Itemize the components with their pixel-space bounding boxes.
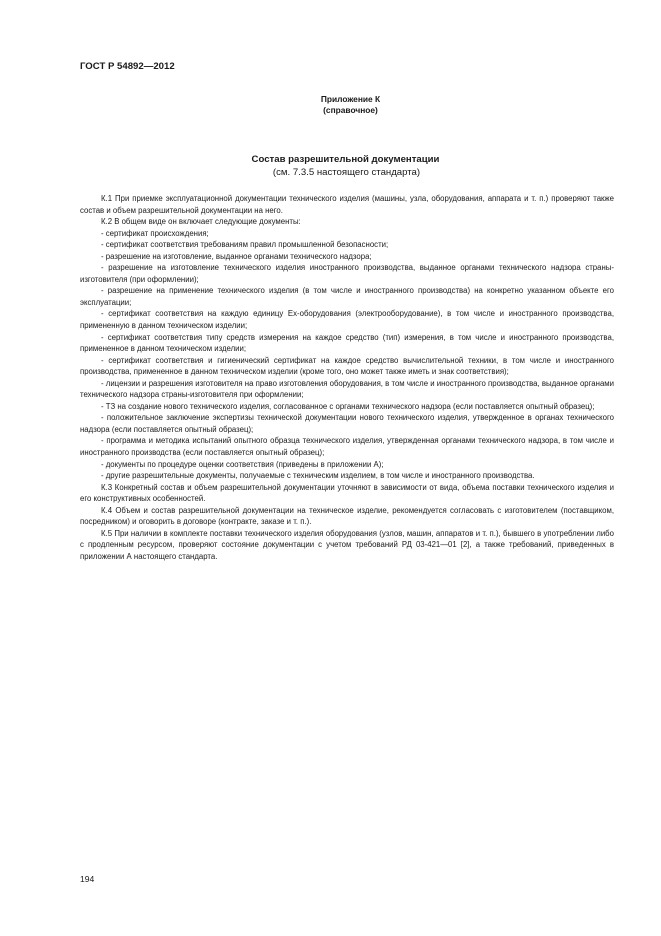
section-subtitle: (см. 7.3.5 настоящего стандарта) xyxy=(272,166,421,178)
list-item: - разрешение на применение технического изделия (в том числе и иностранного производства) на конкретно указанном объекте его эксплуатации; xyxy=(80,286,614,307)
document-body xyxy=(80,193,614,563)
list-item: - программа и методика испытаний опытного образца технического изделия, утвержденная органами технического надзора, в том числе и иностранного производства (если поставляется опытный образец); xyxy=(80,436,614,458)
paragraph: К.4 Объем и состав разрешительной документации на техническое изделие, рекомендуется согласовать с изготовителем (поставщиком, посредником) и оговорить в договоре (контракте, заказе и т. п.). xyxy=(80,505,614,527)
list-item: - положительное заключение экспертизы технической документации нового технического изделия, утвержденное в органах технического надзора (если поставляется опытный образец); xyxy=(80,413,614,434)
appendix-heading xyxy=(0,94,661,116)
paragraph: К.3 Конкретный состав и объем разрешительной документации уточняют в зависимости от вида, объема поставки технического изделия и его конструктивных особенностей. xyxy=(80,482,614,504)
list-item: - сертификат соответствия типу средств измерения на каждое средство (тип) измерения, в том числе и иностранного производства, примененное в данном техническом изделии; xyxy=(80,332,614,354)
list-item: - разрешение на изготовление технического изделия иностранного производства, выданное органами технического надзора страны-изготовителя (при оформлении); xyxy=(80,263,614,284)
paragraph: К.1 При приемке эксплуатационной документации технического изделия (машины, узла, оборудования, аппарата и т. п.) проверяют также состав и объем разрешительной документации на него. xyxy=(80,194,614,215)
section-heading xyxy=(0,154,661,179)
list-item: - ТЗ на создание нового технического изделия, согласованное с органами технического надзора (если поставляется опытный образец); xyxy=(101,401,595,411)
paragraph: К.2 В общем виде он включает следующие документы: xyxy=(101,217,301,227)
list-item: - сертификат соответствия на каждую единицу Ex-оборудования (электрооборудование), в том числе и иностранного производства, примененную в данном техническом изделии; xyxy=(80,309,614,331)
list-item: - сертификат происхождения; xyxy=(101,228,209,238)
list-item: - сертификат соответствия требованиям правил промышленной безопасности; xyxy=(101,240,389,250)
list-item: - сертификат соответствия и гигиенический сертификат на каждое средство вычислительной техники, в том числе и иностранного производства, примененное в данном техническом изделии (кроме того, оно может также иметь и знак соответствия); xyxy=(80,355,614,377)
list-item: - другие разрешительные документы, получаемые с техническим изделием, в том числе и иностранного производства. xyxy=(101,471,535,481)
paragraph: К.5 При наличии в комплекте поставки технического изделия оборудования (узлов, машин, аппаратов и т. п.), бывшего в употреблении либо с продленным ресурсом, проверяют состояние документации с учетом требований РД 03-421—01 [2], а также требований, приведенных в приложении А настоящего стандарта. xyxy=(80,528,614,561)
standard-header: ГОСТ Р 54892—2012 xyxy=(80,61,175,72)
list-item: - лицензии и разрешения изготовителя на право изготовления оборудования, в том числе и иностранного производства, выданное органами технического надзора страны-изготовителя при оформлении; xyxy=(80,378,614,400)
page-number: 194 xyxy=(80,874,95,884)
appendix-title: Приложение К xyxy=(320,94,381,104)
appendix-type: (справочное) xyxy=(323,105,378,115)
list-item: - разрешение на изготовление, выданное органами технического надзора; xyxy=(101,251,372,261)
list-item: - документы по процедуре оценки соответствия (приведены в приложении А); xyxy=(101,459,384,469)
section-title: Состав разрешительной документации xyxy=(251,154,440,165)
